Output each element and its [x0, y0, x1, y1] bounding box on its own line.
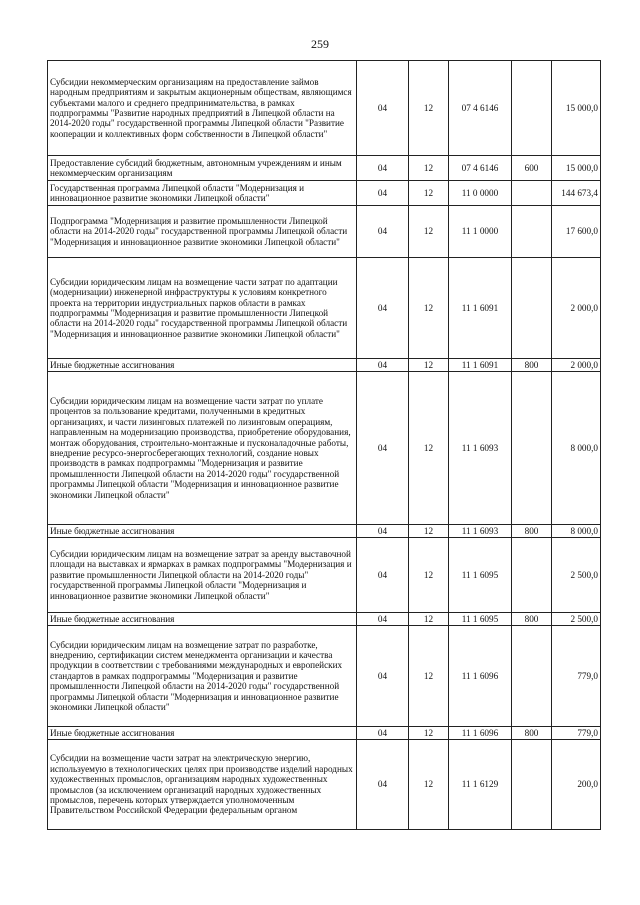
row-section: 04 — [357, 359, 409, 372]
table-row — [48, 156, 601, 181]
table-row — [48, 740, 601, 830]
row-subsection: 12 — [409, 727, 449, 740]
row-section: 04 — [357, 740, 409, 830]
row-description: Субсидии юридическим лицам на возмещение части затрат по адаптации (модернизации) инженерной инфраструктуры к условиям конкретного проекта на территории индустриальных парков области в рамках подпрограммы "Модернизация и развитие промышленности Липецкой области на 2014-2020 годы" государственной программы Липецкой области "Модернизация и инновационное развитие экономики Липецкой области" — [48, 258, 357, 359]
row-sum: 2 000,0 — [552, 258, 601, 359]
row-expense-type — [512, 538, 552, 613]
row-target-article: 11 1 6096 — [449, 626, 512, 727]
row-subsection: 12 — [409, 156, 449, 181]
row-section: 04 — [357, 727, 409, 740]
row-section: 04 — [357, 258, 409, 359]
row-sum: 2 500,0 — [552, 538, 601, 613]
row-subsection: 12 — [409, 538, 449, 613]
row-section: 04 — [357, 61, 409, 156]
row-subsection: 12 — [409, 61, 449, 156]
table-row — [48, 359, 601, 372]
row-sum: 15 000,0 — [552, 61, 601, 156]
row-expense-type: 800 — [512, 727, 552, 740]
row-description: Субсидии некоммерческим организациям на предоставление займов народным предприятиям и закрытым акционерным обществам, являющимся субъектами малого и среднего предпринимательства, в рамках подпрограммы "Развитие народных предприятий в Липецкой области на 2014-2020 годы" государственной программы Липецкой области "Развитие кооперации и коллективных форм собственности в Липецкой области" — [48, 61, 357, 156]
table-row — [48, 727, 601, 740]
row-expense-type — [512, 740, 552, 830]
row-subsection: 12 — [409, 740, 449, 830]
row-target-article: 11 1 6091 — [449, 359, 512, 372]
row-target-article: 11 0 0000 — [449, 181, 512, 206]
row-section: 04 — [357, 206, 409, 258]
table-row — [48, 61, 601, 156]
row-section: 04 — [357, 372, 409, 525]
row-section: 04 — [357, 156, 409, 181]
row-expense-type — [512, 258, 552, 359]
row-expense-type — [512, 61, 552, 156]
row-description: Иные бюджетные ассигнования — [48, 727, 357, 740]
row-subsection: 12 — [409, 525, 449, 538]
budget-table-body — [48, 61, 601, 830]
row-description: Иные бюджетные ассигнования — [48, 359, 357, 372]
row-subsection: 12 — [409, 626, 449, 727]
row-sum: 779,0 — [552, 727, 601, 740]
row-sum: 8 000,0 — [552, 525, 601, 538]
row-expense-type: 600 — [512, 156, 552, 181]
table-row — [48, 613, 601, 626]
table-row — [48, 181, 601, 206]
row-section: 04 — [357, 538, 409, 613]
row-section: 04 — [357, 626, 409, 727]
row-expense-type — [512, 626, 552, 727]
row-sum: 17 600,0 — [552, 206, 601, 258]
row-description: Предоставление субсидий бюджетным, автономным учреждениям и иным некоммерческим организациям — [48, 156, 357, 181]
row-expense-type: 800 — [512, 613, 552, 626]
row-sum: 15 000,0 — [552, 156, 601, 181]
row-target-article: 11 1 6096 — [449, 727, 512, 740]
budget-table — [47, 60, 601, 830]
table-row — [48, 372, 601, 525]
row-target-article: 11 1 6093 — [449, 525, 512, 538]
table-row — [48, 525, 601, 538]
row-target-article: 11 1 6093 — [449, 372, 512, 525]
table-row — [48, 258, 601, 359]
page-number: 259 — [311, 37, 329, 51]
row-sum: 779,0 — [552, 626, 601, 727]
row-section: 04 — [357, 525, 409, 538]
row-subsection: 12 — [409, 613, 449, 626]
row-sum: 144 673,4 — [552, 181, 601, 206]
row-section: 04 — [357, 181, 409, 206]
row-subsection: 12 — [409, 258, 449, 359]
row-sum: 2 000,0 — [552, 359, 601, 372]
table-row — [48, 206, 601, 258]
row-subsection: 12 — [409, 181, 449, 206]
row-sum: 200,0 — [552, 740, 601, 830]
row-description: Субсидии юридическим лицам на возмещение затрат по разработке, внедрению, сертификации систем менеджмента организации и качества продукции в соответствии с требованиями международных и европейских стандартов в рамках подпрограммы "Модернизация и развитие промышленности Липецкой области на 2014-2020 годы" государственной программы Липецкой области "Модернизация и инновационное развитие экономики Липецкой области" — [48, 626, 357, 727]
row-sum: 2 500,0 — [552, 613, 601, 626]
row-subsection: 12 — [409, 372, 449, 525]
row-description: Иные бюджетные ассигнования — [48, 613, 357, 626]
row-description: Субсидии юридическим лицам на возмещение затрат за аренду выставочной площади на выставках и ярмарках в рамках подпрограммы "Модернизация и развитие промышленности Липецкой области на 2014-2020 годы" государственной программы Липецкой области "Модернизация и инновационное развитие экономики Липецкой области" — [48, 538, 357, 613]
row-description: Государственная программа Липецкой области "Модернизация и инновационное развитие экономики Липецкой области" — [48, 181, 357, 206]
row-expense-type — [512, 181, 552, 206]
row-expense-type: 800 — [512, 525, 552, 538]
row-expense-type — [512, 372, 552, 525]
row-target-article: 11 1 6095 — [449, 613, 512, 626]
table-row — [48, 538, 601, 613]
row-target-article: 11 1 6091 — [449, 258, 512, 359]
row-target-article: 11 1 0000 — [449, 206, 512, 258]
row-expense-type — [512, 206, 552, 258]
row-target-article: 07 4 6146 — [449, 156, 512, 181]
row-target-article: 07 4 6146 — [449, 61, 512, 156]
table-row — [48, 626, 601, 727]
row-sum: 8 000,0 — [552, 372, 601, 525]
row-description: Подпрограмма "Модернизация и развитие промышленности Липецкой области на 2014-2020 годы" государственной программы Липецкой области "Модернизация и инновационное развитие экономики Липецкой области" — [48, 206, 357, 258]
row-description: Иные бюджетные ассигнования — [48, 525, 357, 538]
row-subsection: 12 — [409, 359, 449, 372]
row-section: 04 — [357, 613, 409, 626]
row-expense-type: 800 — [512, 359, 552, 372]
row-description: Субсидии на возмещение части затрат на электрическую энергию, используемую в технологических целях при производстве изделий народных художественных промыслов, организациям народных художественных промыслов (за исключением организаций народных художественных промыслов, перечень которых утверждается уполномоченным Правительством Российской Федерации федеральным органом — [48, 740, 357, 830]
row-target-article: 11 1 6095 — [449, 538, 512, 613]
row-description: Субсидии юридическим лицам на возмещение части затрат по уплате процентов за пользование кредитами, полученными в кредитных организациях, и части лизинговых платежей по лизинговым операциям, направленным на модернизацию производства, приобретение оборудования, монтаж оборудования, строительно-монтажные и пусконаладочные работы, внедрение ресурсо-энергосберегающих технологий, создание новых производств в рамках подпрограммы "Модернизация и развитие промышленности Липецкой области на 2014-2020 годы" государственной программы Липецкой области "Модернизация и инновационное развитие экономики Липецкой области" — [48, 372, 357, 525]
row-subsection: 12 — [409, 206, 449, 258]
row-target-article: 11 1 6129 — [449, 740, 512, 830]
